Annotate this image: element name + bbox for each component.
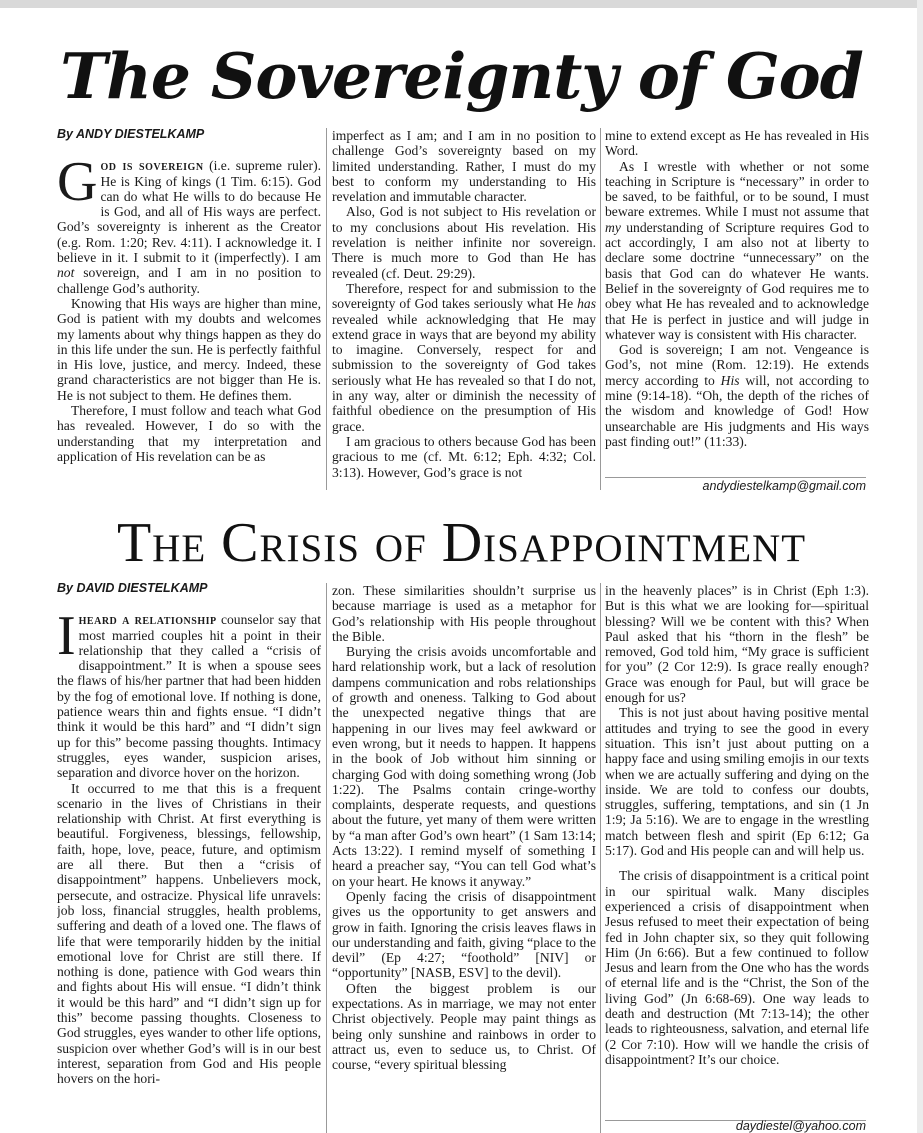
paragraph-text: revealed while acknowledging that He may extend grace in ways that are beyond my ability to imagine. Conversely, respect for and submission to the sovereignty of God takes seriously what He has revealed so that I do not, in any way, alter or diminish the necessity of faithful obedience on the presumption of His grace. <box>332 311 596 434</box>
article2-paragraph <box>57 605 321 781</box>
article2-column-2 <box>332 583 596 1133</box>
emphasis: His <box>720 372 740 388</box>
article2-paragraph: This is not just about having positive mental attitudes and trying to see the good in every situation. This isn’t just about putting on a happy face and using smiling emojis in our texts when we are actually suffering and dying on the inside. We are told to confess our doubts, struggles, suffering, temptations, and sin (1 Jn 1:9; Ja 5:16). We are to engage in the wrestling match between flesh and spirit (Ep 6:12; Ga 5:17). God and His people can and will help us. <box>605 705 869 859</box>
article1-paragraph <box>605 342 869 449</box>
article1-title: The Sovereignty of God <box>60 39 863 113</box>
article1-paragraph: Also, God is not subject to His revelation or to my conclusions about His revelation. His revelation is neither infinite nor sovereign. There is much more to God than He has revealed (cf. Deut. 29:29). <box>332 204 596 281</box>
article2-byline: By DAVID DIESTELKAMP <box>57 581 208 595</box>
article1-paragraph: imperfect as I am; and I am in no position to challenge God’s sovereignty based on my limited understanding. Rather, I must do my best to conform my understanding to His revelation and immutable character. <box>332 128 596 205</box>
emphasis: not <box>57 265 75 281</box>
article1-paragraph <box>605 159 869 343</box>
article2-title: The Crisis of Disappointment <box>116 512 807 574</box>
article2-column-3 <box>605 583 869 1120</box>
article1-paragraph <box>332 281 596 434</box>
article2-paragraph: Often the biggest problem is our expectations. As in marriage, we may not enter Christ objectively. People may paint things as being only sunshine and rainbows in order to attract us, even to seduce us, to Christ. Of course, “every spiritual blessing <box>332 980 596 1073</box>
article2-paragraph: It occurred to me that this is a frequent scenario in the lives of Christians in their relationship with Christ. At first everything is beautiful. Forgiveness, blessings, fellowship, faith, hope, love, peace, future, and optimism are all there. But then a “crisis of disappointment” happens. Unbelievers mock, persecute, and ostracize. Physical life unravels: job loss, financial struggles, health problems, suffering and death of a loved one. The flaws of life that were temporarily hidden by the initial emotional love for Christ are still there. If nothing is done, patience with God wears thin and fights about His will ensue. “I didn’t think it would be this hard” and “I didn’t sign up for this” become passing thoughts. Closeness to God struggles, eyes wander to other life options, suspicion over whether God’s will is in our best interest, separation from God and His people hovers on the hori- <box>57 780 321 1087</box>
paragraph-text: Therefore, respect for and submission to the sovereignty of God takes seriously what He <box>332 280 596 312</box>
lead-smallcaps: heard a relationship <box>78 612 217 628</box>
emphasis: has <box>577 296 596 312</box>
paragraph-text: will, not according to mine (9:14-18). “Oh, the depth of the riches of the wisdom and knowledge of God! How unsearchable are His judgments and His ways past finding out!” (11:33). <box>605 372 869 449</box>
paragraph-text: counselor say that most married couples hit a point in their relationship that they called a “crisis of disappointment.” It is when a spouse sees the flaws of his/her partner that had been hidden by the fog of emotional love. If nothing is done, patience wears thin and fights ensue. “I didn’t think it would be this hard” and “I didn’t sign up for this” become passing thoughts. Intimacy struggles, eyes wander, suspicion arises, separation and divorce hover on the horizon. <box>57 612 321 781</box>
article2-paragraph: Burying the crisis avoids uncomfortable and hard relationship work, but a lack of resolution dampens communication and robs relationships of growth and oneness. Talking to God about the unexpected negative things that are happening in our lives may feel awkward or even wrong, but it needs to happen. It happens in the book of Job without him sinning or charging God with doing something wrong (Job 1:22). The Psalms contain cringe-worthy complaints, desperate requests, and questions about the future, yet many of them were written by “a man after God’s own heart” (1 Sam 13:14; Acts 13:22). I remind myself of something I heard a preacher say, “You can tell God what’s on your heart. He knows it anyway.” <box>332 644 596 889</box>
article1-paragraph: Therefore, I must follow and teach what God has revealed. However, I do so with the understanding that my interpretation and application of His revelation can be as <box>57 403 321 464</box>
column-divider <box>326 583 327 1133</box>
paragraph-text: understanding of Scripture requires God to act accordingly, I am also not at liberty to declare some doctrine “unnecessary” on the basis that God can do whatever He wants. Belief in the sovereignty of God requires me to obey what He has revealed and to acknowledge that He is perfect in justice and will judge in whatever way is consistent with His character. <box>605 219 869 342</box>
paragraph-text: sovereign, and I am in no position to challenge God’s authority. <box>57 265 321 296</box>
article1-column-1 <box>57 127 321 489</box>
article1-paragraph <box>57 151 321 296</box>
article1-paragraph: I am gracious to others because God has been gracious to me (cf. Mt. 6:12; Eph. 4:32; Col. 3:13). However, God’s grace is not <box>332 433 596 480</box>
column-divider <box>600 128 601 490</box>
article2-paragraph: Openly facing the crisis of disappointment gives us the opportunity to get answers and grow in faith. Ignoring the crisis leaves flaws in our understanding and faith, giving “place to the devil” (Ep 4:27; “foothold” [NIV] or “opportunity” [NASB, ESV] to the devil). <box>332 888 596 981</box>
top-edge-bar <box>0 0 923 8</box>
article1-column-2 <box>332 128 596 490</box>
paragraph-text: (i.e. supreme ruler). He is King of kings (1 Tim. 6:15). God can do what He wills to do because He is God, and all of His ways are perfect. God’s sovereignty is inherent as the Creator (e.g. Rom. 1:20; Rev. 4:11). I acknowledge it. I believe in it. I submit to it (imperfectly). I am <box>57 158 321 266</box>
article1-paragraph: Knowing that His ways are higher than mine, God is patient with my doubts and welcomes my laments about why things happen as they do in this life under the sun. He is perfectly faithful in His love, justice, and mercy. Indeed, these grand characteristics are not bigger than He is. He is not subject to them. He defines them. <box>57 295 321 403</box>
article1-column-3 <box>605 128 869 476</box>
column-divider <box>326 128 327 490</box>
column-divider <box>600 583 601 1133</box>
article1-paragraph: mine to extend except as He has revealed in His Word. <box>605 128 869 159</box>
article2-paragraph: in the heavenly places” is in Christ (Eph 1:3). But is this what we are looking for—spiritual blessing? Will we be content with this? When Paul asked that his “thorn in the flesh” be removed, God told him, “My grace is sufficient for you” (2 Cor 12:9). Is grace really enough? Grace was enough for Paul, but will grace be enough for us? <box>605 583 869 706</box>
emphasis: my <box>605 219 621 235</box>
article2-email[interactable]: daydiestel@yahoo.com <box>735 1119 866 1133</box>
paragraph-text: As I wrestle with whether or not some teaching in Scripture is “necessary” in order to be saved, to be faithful, or to be sound, I must beware extremes. While I must not assume that <box>605 158 869 220</box>
article1-email[interactable]: andydiestelkamp@gmail.com <box>702 479 866 493</box>
article2-paragraph: The crisis of disappointment is a critical point in our spiritual walk. Many disciples experienced a crisis of disappointment when Jesus refused to meet their expectation of being fed in John chapter six, so they quit following Him (Jn 6:66). But a few continued to follow Jesus and learn from the One who has the words of eternal life and is the “Christ, the Son of the living God” (Jn 6:68-69). One way leads to death and destruction (Mt 7:13-14); the other leads to righteousness, salvation, and eternal life (2 Cor 7:10). How will we handle the crisis of disappointment? It’s our choice. <box>605 868 869 1067</box>
paragraph-text: God is sovereign; I am not. Vengeance is God’s, not mine (Rom. 12:19). He extends mercy according to <box>605 342 869 388</box>
dropcap: G <box>57 151 98 214</box>
dropcap: I <box>57 605 76 668</box>
lead-smallcaps: od is sovereign <box>100 158 204 174</box>
article1-byline: By ANDY DIESTELKAMP <box>57 127 205 141</box>
article1-end-rule <box>605 477 866 478</box>
article2-column-1 <box>57 581 321 1133</box>
article2-paragraph: zon. These similarities shouldn’t surprise us because marriage is used as a metaphor for God’s relationship with His people throughout the Bible. <box>332 583 596 644</box>
